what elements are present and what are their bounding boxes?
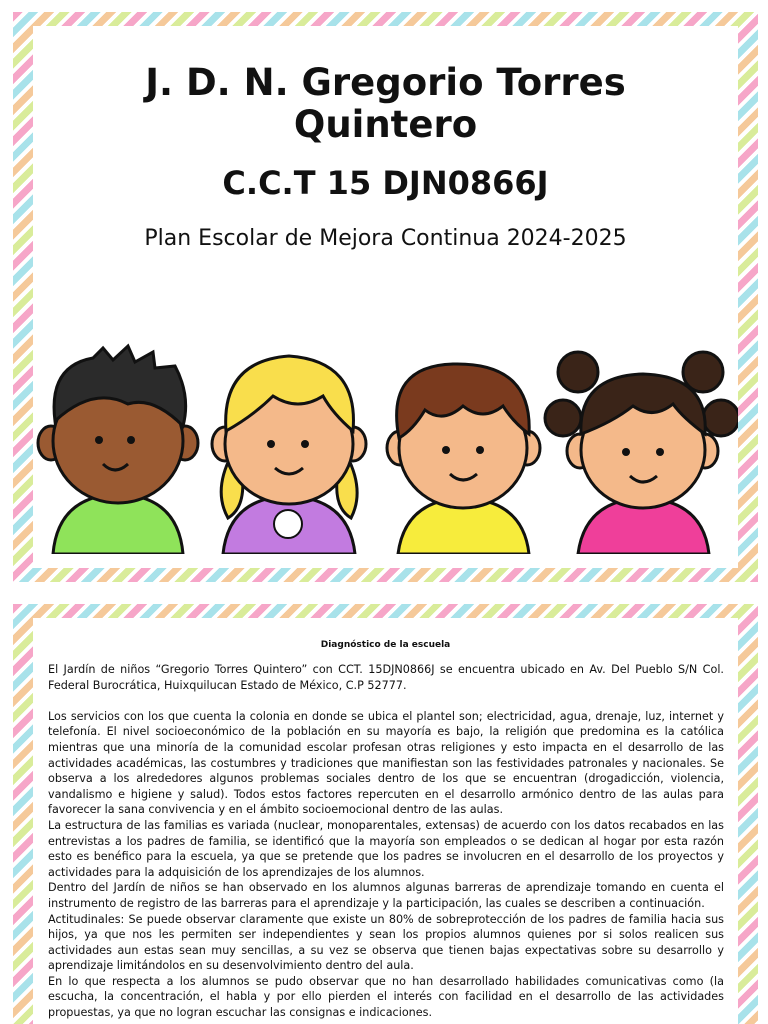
cover-page — [13, 12, 758, 582]
diagnostic-content — [33, 618, 738, 1024]
school-title-line2: Quintero — [293, 103, 478, 146]
child-2-illustration — [212, 356, 366, 554]
paragraph-gap — [48, 693, 724, 709]
paragraph-barriers: Dentro del Jardín de niños se han observado en los alumnos algunas barreras de aprendizaje tomando en cuenta el instrumento de registro de las barreras para el aprendizaje y la participación, las cuales se describen a continuación. — [48, 881, 724, 910]
four-children-icon — [33, 326, 738, 554]
paragraph-services: Los servicios con los que cuenta la colonia en donde se ubica el plantel son; electricidad, agua, drenaje, luz, internet y telefonía. El nivel socioeconómico de la población en su mayoría es bajo, la religión que predomina es la católica mientras que una minoría de la comunidad escolar profesan otras religiones y esto impacta en el desarrollo de las actividades académicas, las costumbres y tradiciones que manifiestan son las festividades patronales y nacionales. Se observa a los alrededores algunos problemas sociales dentro de los que se encuentran (drogadicción, violencia, vandalismo e higiene y salud). Todos estos factores repercuten en el desarrollo armónico dentro de las aulas para favorecer la sana convivencia y en el ámbito socioemocional dentro de las aulas. — [48, 709, 724, 817]
diagnostic-page — [13, 604, 758, 1024]
paragraph-students: En lo que respecta a los alumnos se pudo observar que no han desarrollado habilidades comunicativas como (la escucha, la concentración, el habla y por ello pierden el interés con facilidad en el desarrollo de las actividades propuestas, ya que no logran escuchar las consignas e indicaciones. — [48, 974, 724, 1020]
diagnostic-body — [48, 662, 724, 1021]
paragraph-location: El Jardín de niños “Gregorio Torres Quintero” con CCT. 15DJN0866J se encuentra ubicado en Av. Del Pueblo S/N Col. Federal Burocrática, Huixquilucan Estado de México, C.P 52777. — [48, 663, 724, 692]
paragraph-attitudinal: Actitudinales: Se puede observar claramente que existe un 80% de sobreprotección de los padres de familia hacia sus hijos, ya que nos les permiten ser independientes y sean los propios alumnos quienes por si solos realicen sus actividades aun estas sean muy sencillas, a su vez se observa que tienen bajas expectativas sobre su desarrollo y aprendizaje limitándolos en su desenvolvimiento dentro del aula. — [48, 912, 724, 973]
plan-subtitle: Plan Escolar de Mejora Continua 2024-2025 — [144, 226, 627, 251]
paragraph-families: La estructura de las familias es variada (nuclear, monoparentales, extensas) de acuerdo con los datos recabados en las entrevistas a los padres de familia, se identificó que la mayoría son empleados o se dedican al hogar por esta razón esto es benéfico para la escuela, ya que se pretende que los padres se involucren en el desarrollo de los proyectos y actividades para la adquisición de los aprendizajes de los alumnos. — [48, 818, 724, 879]
diagnostic-heading: Diagnóstico de la escuela — [320, 640, 451, 650]
cct-code: C.C.T 15 DJN0866J — [222, 164, 549, 202]
school-title-line1: J. D. N. Gregorio Torres — [145, 61, 626, 104]
cover-content — [33, 26, 738, 568]
school-title — [33, 62, 738, 146]
child-3-illustration — [387, 364, 540, 554]
child-1-illustration — [38, 346, 198, 554]
child-4-illustration — [545, 352, 738, 554]
